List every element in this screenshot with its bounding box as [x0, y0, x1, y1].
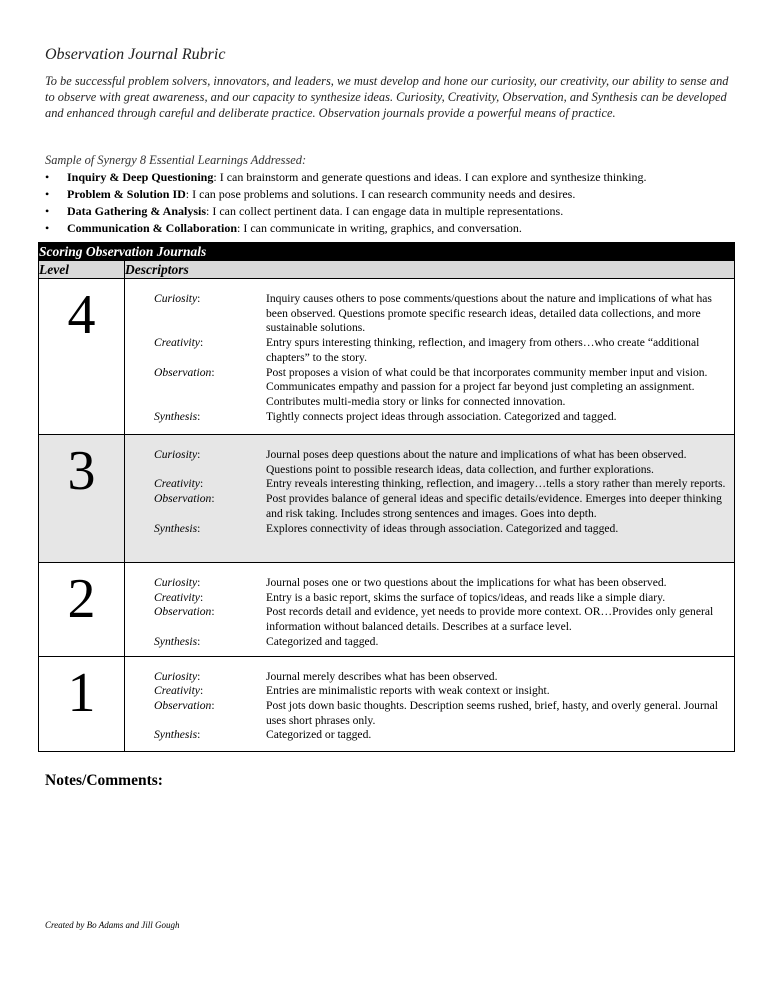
- descriptor-row: [154, 336, 728, 365]
- level-row-3: [39, 435, 735, 563]
- descriptor-text: Categorized or tagged.: [266, 728, 372, 742]
- descriptor-label: Curiosity:: [154, 292, 201, 305]
- descriptor-label: Creativity:: [154, 684, 204, 698]
- learning-term: Data Gathering & Analysis: [67, 204, 207, 218]
- level-number: 3: [39, 435, 125, 563]
- level-number: 4: [39, 279, 125, 435]
- descriptor-text: Journal poses one or two questions about the implications for what has been observed.: [266, 576, 667, 589]
- level-descriptors: [125, 279, 735, 435]
- descriptor-text: Explores connectivity of ideas through association. Categorized and tagged.: [266, 521, 619, 535]
- page-title: Observation Journal Rubric: [45, 46, 226, 63]
- descriptor-label: Creativity:: [154, 477, 204, 491]
- descriptor-label: Creativity:: [154, 590, 204, 604]
- descriptor-text: Journal merely describes what has been observed.: [266, 669, 498, 683]
- descriptor-text: Tightly connects project ideas through association. Categorized and tagged.: [266, 409, 617, 423]
- learning-term: Problem & Solution ID: [67, 187, 186, 201]
- descriptor-text: Entry reveals interesting thinking, reflection, and imagery…tells a story rather than merely reports.: [266, 477, 726, 491]
- notes-heading: Notes/Comments:: [45, 772, 163, 789]
- learning-text: : I can collect pertinent data. I can engage data in multiple representations.: [206, 204, 564, 218]
- descriptor-row: [154, 410, 728, 425]
- descriptor-row: [154, 292, 728, 336]
- learning-item: [45, 203, 745, 220]
- level-row-1: [39, 656, 735, 751]
- descriptor-text: Post jots down basic thoughts. Description seems rushed, brief, hasty, and overly general. Journal uses short phrases only.: [266, 698, 718, 727]
- descriptor-row: [154, 477, 728, 492]
- descriptor-label: Synthesis:: [154, 728, 201, 742]
- level-number: 1: [39, 656, 125, 751]
- descriptor-label: Synthesis:: [154, 409, 201, 423]
- learning-term: Communication & Collaboration: [67, 221, 238, 235]
- descriptor-row: [154, 670, 728, 685]
- learning-item: [45, 169, 745, 186]
- learnings-heading: Sample of Synergy 8 Essential Learnings Addressed:: [45, 153, 307, 167]
- learning-text: : I can communicate in writing, graphics, and conversation.: [237, 221, 522, 235]
- bullet-icon: •: [45, 170, 50, 184]
- descriptor-row: [154, 448, 728, 477]
- descriptor-row: [154, 699, 728, 728]
- descriptor-row: [154, 522, 728, 537]
- learning-item: [45, 186, 745, 203]
- descriptor-label: Creativity:: [154, 336, 204, 350]
- bullet-icon: •: [45, 204, 50, 218]
- descriptor-text: Entries are minimalistic reports with weak context or insight.: [266, 684, 550, 698]
- col-descriptors-header: Descriptors: [125, 261, 735, 279]
- level-descriptors: [125, 435, 735, 563]
- descriptor-label: Curiosity:: [154, 576, 201, 589]
- descriptor-label: Curiosity:: [154, 448, 201, 461]
- descriptor-row: [154, 635, 728, 650]
- descriptor-row: [154, 591, 728, 606]
- learning-item: [45, 220, 745, 237]
- learning-text: : I can pose problems and solutions. I can research community needs and desires.: [185, 187, 576, 201]
- learning-text: : I can brainstorm and generate questions and ideas. I can explore and synthesize thinking.: [213, 170, 647, 184]
- credit-line: Created by Bo Adams and Jill Gough: [45, 920, 180, 930]
- descriptor-text: Post provides balance of general ideas and specific details/evidence. Emerges into deeper thinking and risk taking. Includes strong sentences and images. Goes into depth.: [266, 492, 722, 520]
- descriptor-text: Post proposes a vision of what could be that incorporates community member input and vision. Communicates empathy and passion for a project far beyond just completing an assignment. Contributes multi-media story or links for connected innovation.: [266, 365, 708, 408]
- descriptor-row: [154, 576, 728, 591]
- learnings-list: [45, 169, 745, 237]
- descriptor-row: [154, 492, 728, 521]
- level-number: 2: [39, 563, 125, 657]
- bullet-icon: •: [45, 187, 50, 201]
- descriptor-text: Post records detail and evidence, yet needs to provide more context. OR…Provides only general information without balanced details. Describes at a surface level.: [266, 605, 714, 634]
- level-row-4: [39, 279, 735, 435]
- descriptor-label: Observation:: [154, 605, 215, 619]
- level-descriptors: [125, 656, 735, 751]
- descriptor-label: Observation:: [154, 492, 215, 506]
- rubric-header-row: [39, 261, 735, 279]
- descriptor-text: Entry is a basic report, skims the surface of topics/ideas, and reads like a simple diary.: [266, 590, 666, 604]
- descriptor-label: Synthesis:: [154, 634, 201, 648]
- bullet-icon: •: [45, 221, 50, 235]
- learning-term: Inquiry & Deep Questioning: [67, 170, 214, 184]
- intro-paragraph: To be successful problem solvers, innovators, and leaders, we must develop and hone our curiosity, our creativity, our ability to sense and to observe with great awareness, and our capacity to synthesize ideas. Curiosity, Creativity, Observation, and Synthesis can be developed and enhanced through careful and deliberate practice. Observation journals provide a powerful means of practice.: [45, 74, 729, 120]
- rubric-band-row: [39, 243, 735, 261]
- descriptor-row: [154, 366, 728, 410]
- descriptor-text: Categorized and tagged.: [266, 634, 379, 648]
- descriptor-row: [154, 605, 728, 634]
- rubric-table: [38, 242, 735, 752]
- descriptor-text: Entry spurs interesting thinking, reflection, and imagery from others…who create “additional chapters” to the story.: [266, 336, 700, 364]
- rubric-band-title: Scoring Observation Journals: [39, 243, 735, 261]
- level-descriptors: [125, 563, 735, 657]
- col-level-header: Level: [39, 261, 125, 279]
- level-row-2: [39, 563, 735, 657]
- descriptor-label: Observation:: [154, 365, 215, 379]
- descriptor-label: Curiosity:: [154, 669, 201, 683]
- descriptor-label: Synthesis:: [154, 521, 201, 535]
- descriptor-text: Inquiry causes others to pose comments/questions about the nature and implications of what has been observed. Questions promote specific research ideas, detailed data collections, and more sustainable solutions.: [266, 292, 712, 335]
- descriptor-row: [154, 684, 728, 699]
- descriptor-row: [154, 728, 728, 743]
- descriptor-text: Journal poses deep questions about the nature and implications of what has been observed. Questions point to possible research ideas, data collection, and further explorations.: [266, 448, 687, 476]
- descriptor-label: Observation:: [154, 698, 215, 712]
